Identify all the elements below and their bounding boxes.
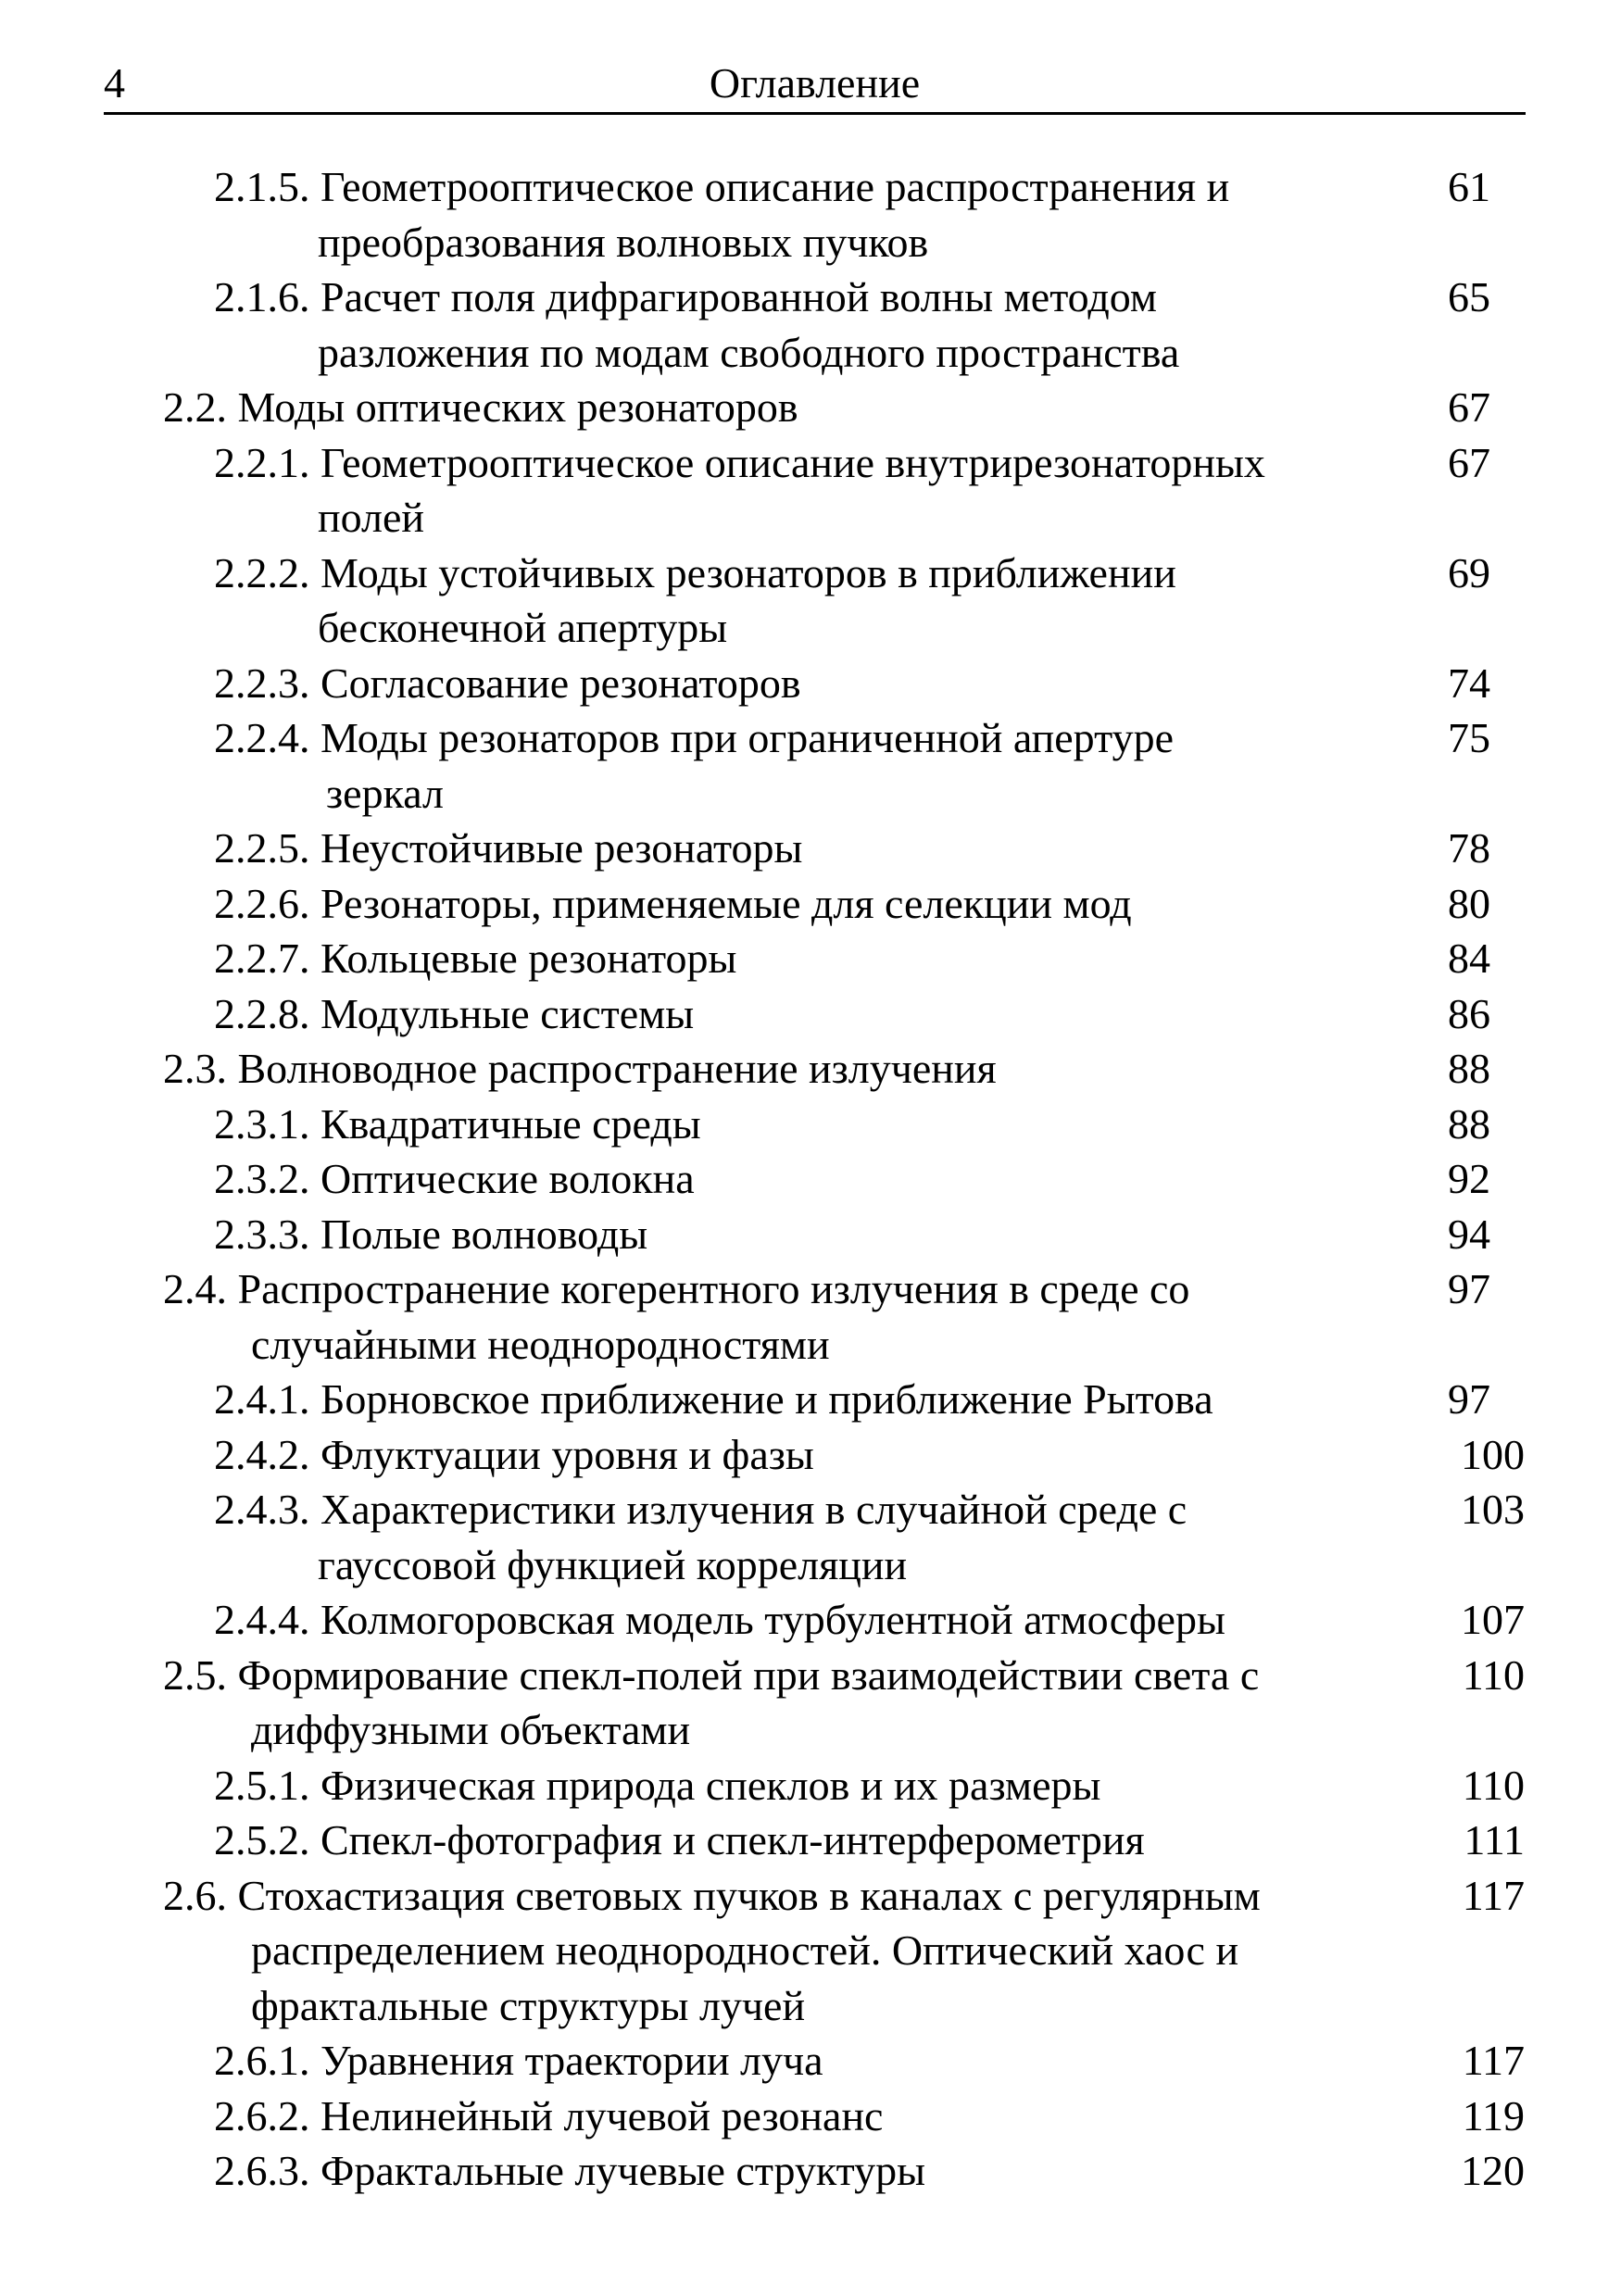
- toc-entry-title-line: диффузными объектами: [251, 1706, 691, 1753]
- toc-entry-page: 74: [1448, 659, 1490, 707]
- toc-entry: [0, 821, 1621, 876]
- toc-entry-title-line: 2.2.2. Моды устойчивых резонаторов в приближении: [214, 548, 1176, 596]
- toc-entry-title-line: 2.4.3. Характеристики излучения в случайной среде с: [214, 1486, 1187, 1533]
- toc-entry-title-line: 2.2. Моды оптических резонаторов: [163, 383, 798, 431]
- toc-entry-title-line: 2.6. Стохастизация световых пучков в каналах с регулярным: [163, 1871, 1261, 1919]
- toc-entry-page: 80: [1448, 879, 1490, 927]
- toc-entry-page: 100: [1461, 1430, 1525, 1478]
- toc-entry-title-line: 2.1.5. Геометрооптическое описание распространения и: [214, 163, 1230, 210]
- toc-entry-title-line: 2.2.8. Модульные системы: [214, 989, 695, 1037]
- toc-entry-page: 65: [1448, 273, 1490, 320]
- toc-entry: [0, 876, 1621, 932]
- toc-entry-page: 86: [1448, 989, 1490, 1037]
- toc-entry: [0, 546, 1621, 656]
- toc-entry-title-line: 2.3.2. Оптические волокна: [214, 1155, 695, 1202]
- toc-entry-page: 67: [1448, 438, 1490, 486]
- toc-entry-page: 84: [1448, 935, 1490, 982]
- toc-entry-title-line: 2.2.1. Геометрооптическое описание внутрирезонаторных: [214, 438, 1265, 486]
- toc-entry-page: 67: [1448, 383, 1490, 431]
- toc-entry-title-line: 2.1.6. Расчет поля дифрагированной волны методом: [214, 273, 1157, 320]
- toc-entry-title-line: 2.2.3. Согласование резонаторов: [214, 659, 801, 707]
- toc-entry-title-line: фрактальные структуры лучей: [251, 1981, 806, 2029]
- toc-entry-title-line: 2.3.1. Квадратичные среды: [214, 1099, 701, 1148]
- toc-entry-title-line: 2.6.2. Нелинейный лучевой резонанс: [214, 2091, 884, 2139]
- toc-entry: [0, 1427, 1621, 1483]
- toc-entry-title-line: преобразования волновых пучков: [318, 218, 929, 266]
- toc-entry: [0, 1868, 1621, 2034]
- toc-entry-page: 120: [1461, 2147, 1525, 2194]
- toc-entry-title-line: 2.6.1. Уравнения траектории луча: [214, 2037, 823, 2084]
- toc-entry-title: [163, 380, 1621, 435]
- running-title: Оглавление: [709, 59, 921, 107]
- toc-entry-page: 94: [1448, 1210, 1490, 1258]
- toc-entry-title-line: 2.5. Формирование спекл-полей при взаимодействии света с: [163, 1650, 1260, 1699]
- toc-entry-title-line: 2.4. Распространение когерентного излучения в среде со: [163, 1265, 1190, 1312]
- toc-entry-title-line: 2.5.1. Физическая природа спеклов и их размеры: [214, 1761, 1101, 1809]
- toc-entry-page: 88: [1448, 1045, 1490, 1092]
- toc-entry-title-line: 2.2.7. Кольцевые резонаторы: [214, 935, 737, 982]
- toc-entry: [0, 1207, 1621, 1262]
- toc-entry-page: 103: [1461, 1486, 1525, 1533]
- toc-entry-title-line: гауссовой функцией корреляции: [318, 1540, 908, 1588]
- toc-entry: [0, 1372, 1621, 1427]
- toc-entry-page: 117: [1462, 1871, 1525, 1919]
- toc-entry-page: 97: [1448, 1265, 1490, 1312]
- toc-entry-title-line: разложения по модам свободного пространства: [318, 328, 1180, 376]
- toc-entry-page: 97: [1448, 1375, 1490, 1423]
- toc-entry-page: 75: [1448, 714, 1490, 761]
- toc-entry-title-line: распределением неоднородностей. Оптический хаос и: [251, 1926, 1239, 1974]
- toc-entry: [0, 435, 1621, 546]
- toc-entry: [0, 1041, 1621, 1097]
- toc-entry-title-line: 2.4.2. Флуктуации уровня и фазы: [214, 1430, 814, 1478]
- toc-entry: [0, 159, 1621, 270]
- toc-entry-title-line: зеркал: [326, 769, 445, 817]
- toc-entry-title-line: 2.5.2. Спекл-фотография и спекл-интерферометрия: [214, 1816, 1145, 1863]
- toc-entry-page: 61: [1448, 163, 1490, 210]
- toc-entry-title-line: 2.2.4. Моды резонаторов при ограниченной апертуре: [214, 714, 1174, 761]
- toc-entry: [0, 931, 1621, 986]
- toc-entry: [0, 270, 1621, 380]
- toc-entry-title-line: полей: [318, 494, 424, 541]
- toc-entry-page: 69: [1448, 548, 1490, 596]
- toc-entry: [0, 710, 1621, 821]
- toc-entry: [0, 1097, 1621, 1152]
- toc-entry: [0, 1151, 1621, 1207]
- toc-entry-title: [163, 1261, 1621, 1372]
- toc-entry-title-line: 2.4.4. Колмогоровская модель турбулентной атмосферы: [214, 1596, 1225, 1643]
- toc-entry-title-line: бесконечной апертуры: [318, 604, 728, 651]
- toc-entry: [0, 1592, 1621, 1648]
- toc-entry-title-line: 2.4.1. Борновское приближение и приближение Рытова: [214, 1375, 1213, 1423]
- running-header: [104, 56, 1526, 115]
- toc-entry-title-line: случайными неоднородностями: [251, 1320, 830, 1368]
- toc-entry: [0, 1482, 1621, 1592]
- toc-entry: [0, 2089, 1621, 2144]
- toc-entry-title-line: 2.2.6. Резонаторы, применяемые для селекции мод: [214, 879, 1132, 927]
- toc-entry: [0, 1758, 1621, 1813]
- toc-entry-title: [163, 1648, 1621, 1758]
- toc-entry-title-line: 2.2.5. Неустойчивые резонаторы: [214, 824, 803, 872]
- toc-entry: [0, 1261, 1621, 1372]
- page-number: 4: [104, 59, 125, 107]
- toc-entry: [0, 380, 1621, 435]
- table-of-contents: [0, 159, 1621, 2199]
- toc-entry: [0, 986, 1621, 1042]
- toc-entry-title-line: 2.3. Волноводное распространение излучения: [163, 1045, 997, 1092]
- toc-entry-page: 78: [1448, 824, 1490, 872]
- toc-entry: [0, 1813, 1621, 1868]
- toc-entry-title: [163, 1868, 1621, 2034]
- toc-entry-page: 92: [1448, 1155, 1490, 1202]
- toc-entry: [0, 2143, 1621, 2199]
- toc-entry-page: 117: [1462, 2037, 1525, 2084]
- toc-entry-page: 110: [1462, 1761, 1525, 1809]
- toc-entry-title-line: 2.3.3. Полые волноводы: [214, 1210, 648, 1258]
- toc-entry: [0, 1648, 1621, 1758]
- toc-entry-page: 88: [1448, 1099, 1490, 1148]
- toc-entry-page: 107: [1461, 1596, 1525, 1643]
- toc-entry: [0, 2033, 1621, 2089]
- toc-entry-page: 111: [1464, 1816, 1525, 1863]
- toc-entry-title-line: 2.6.3. Фрактальные лучевые структуры: [214, 2147, 926, 2194]
- toc-entry-page: 110: [1462, 1650, 1525, 1699]
- toc-entry: [0, 656, 1621, 711]
- toc-entry-title: [163, 1041, 1621, 1097]
- toc-entry-page: 119: [1462, 2091, 1525, 2139]
